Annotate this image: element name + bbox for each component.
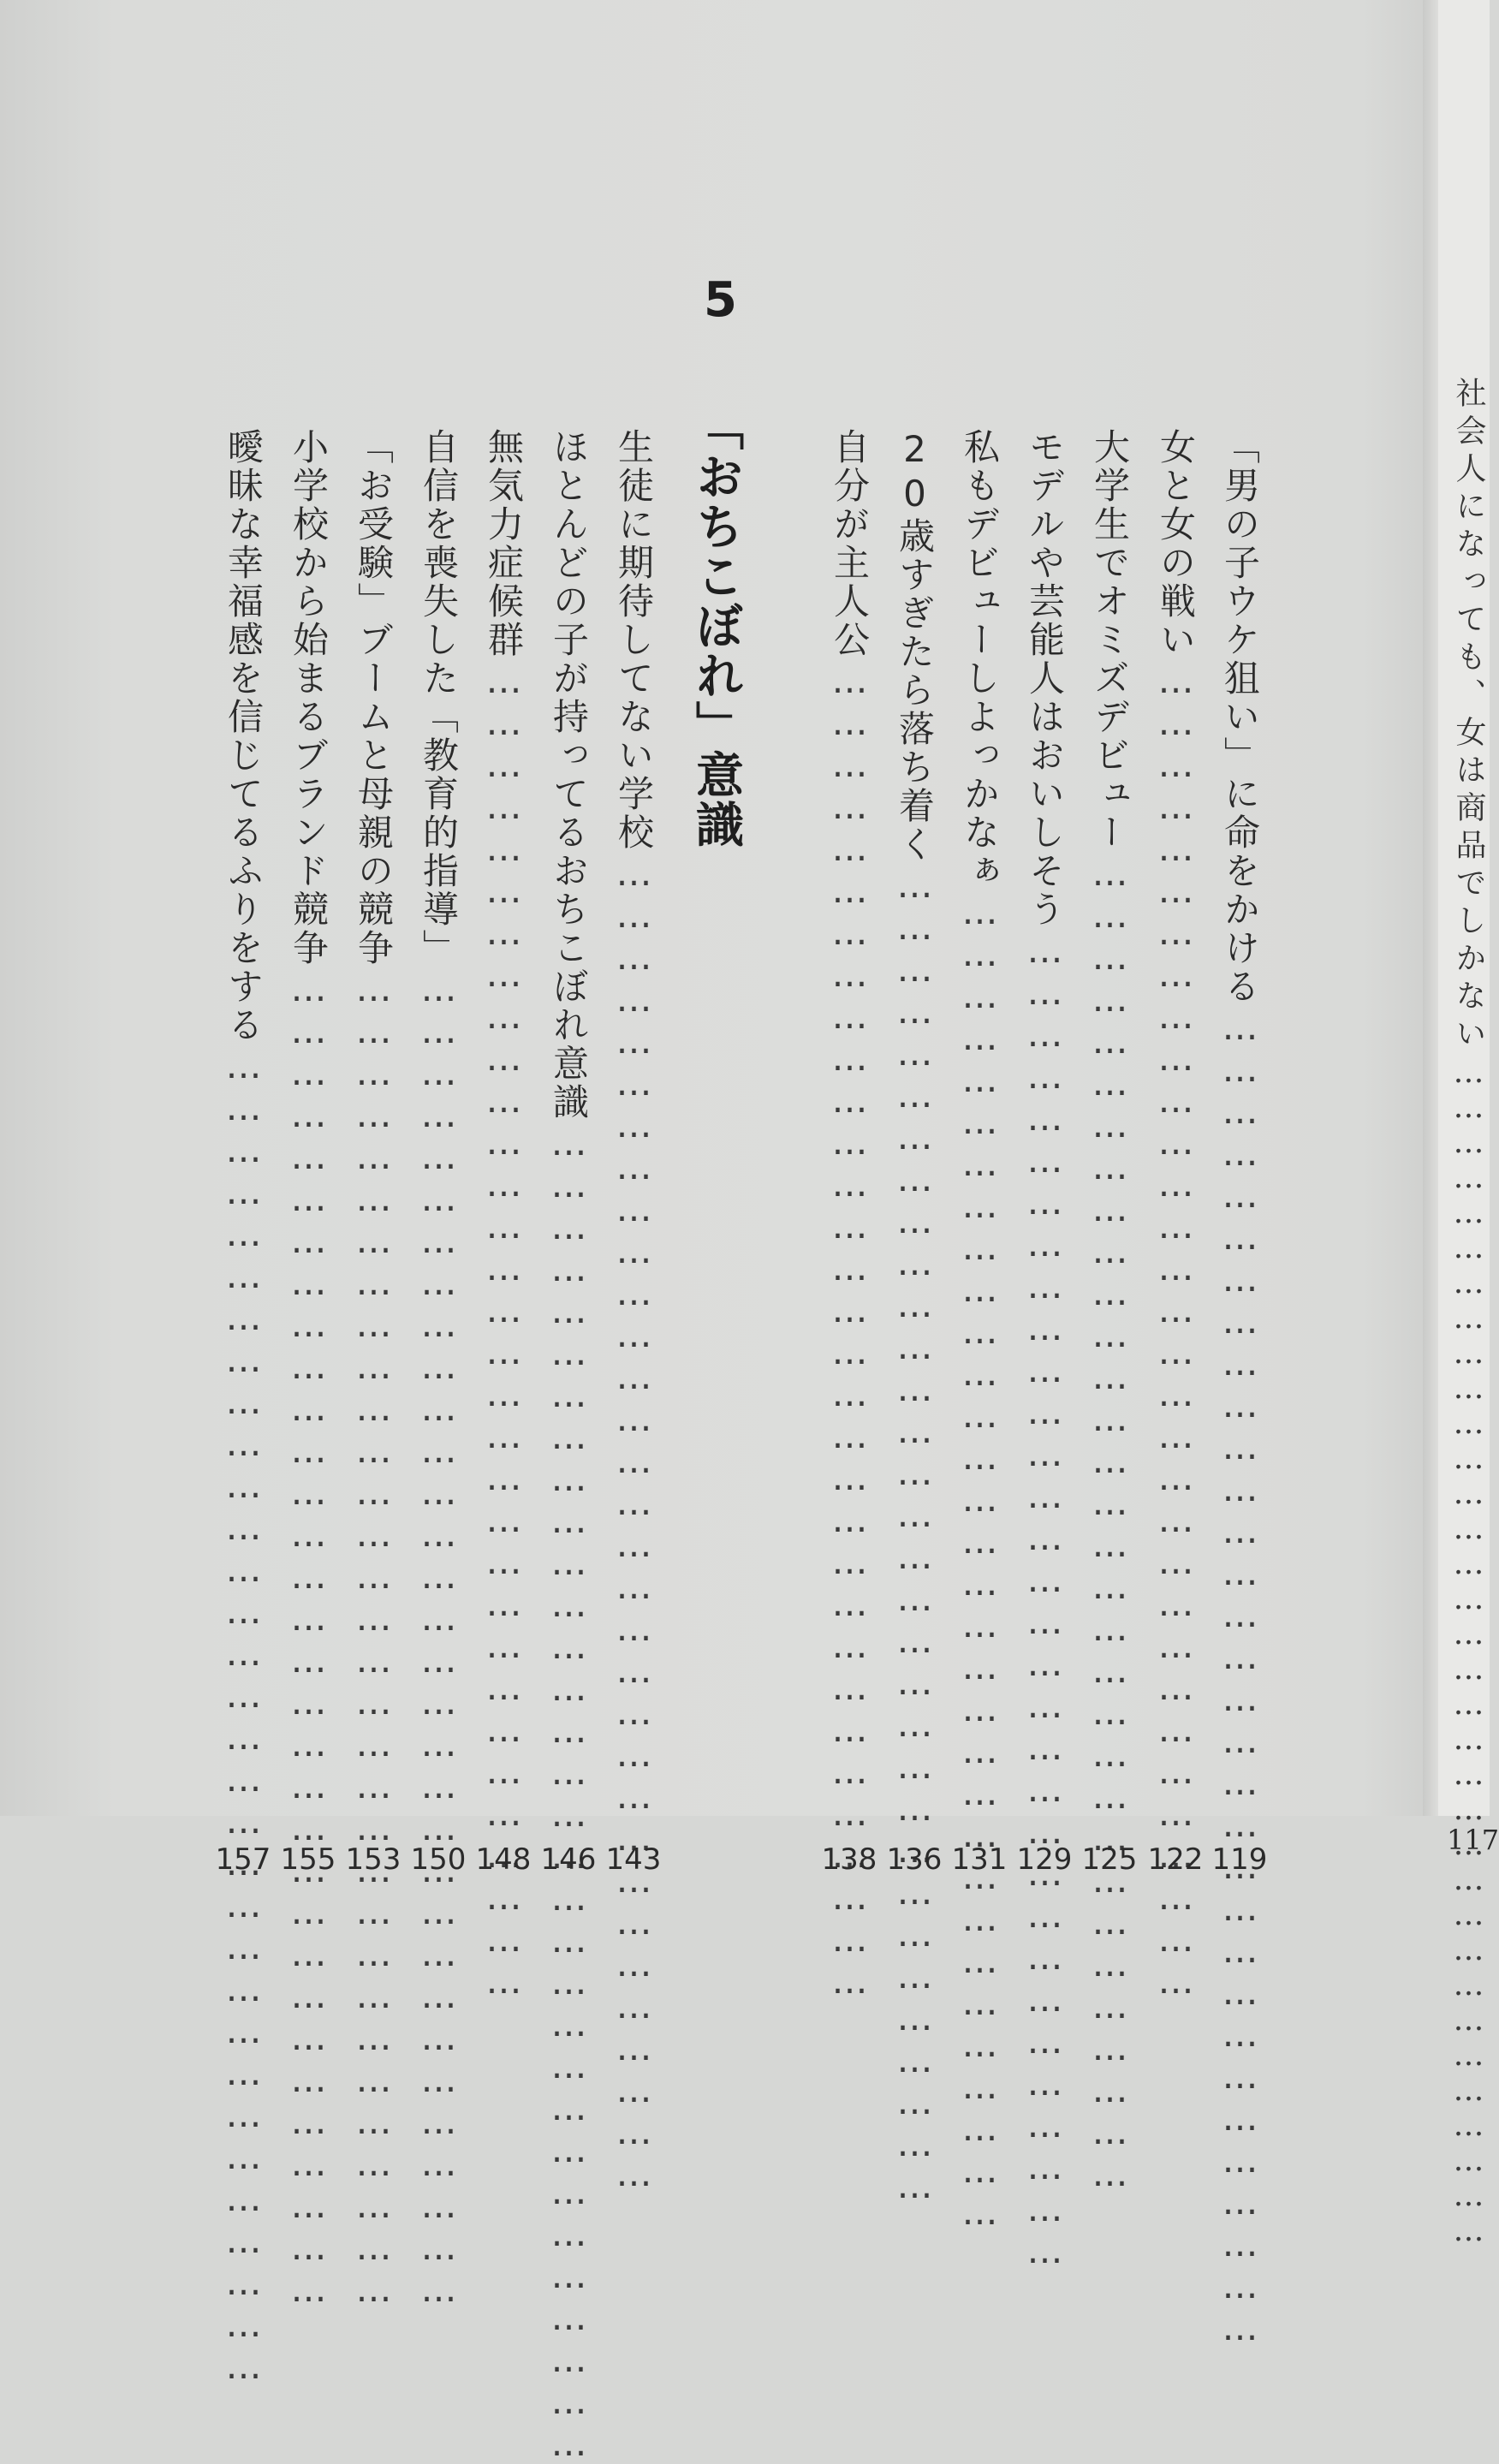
toc-entry-adjacent-page[interactable] [1447,377,1499,1856]
toc-entry-page: 136 [886,1842,943,1877]
toc-entry-title: 私もデビューしよっかなぁ …………………………………………………………………………………… [955,428,1003,1431]
toc-entry-title: 自分が主人公 …………………………………………………………………………………… [825,428,873,1431]
toc-entry-page: 125 [1081,1842,1138,1877]
toc-entry-title: 20歳すぎたら落ち着く …………………………………………………………………………………… [890,428,938,1431]
toc-entry-title: 無気力症候群 …………………………………………………………………………………… [479,428,527,1431]
toc-entry-title: 「男の子ウケ狙い」に命をかける …………………………………………………………………………………… [1216,428,1264,1431]
toc-entry-page: 157 [215,1842,271,1877]
toc-entry[interactable] [410,428,467,1877]
toc-entry[interactable] [1147,428,1204,1877]
toc-entry-title: ほとんどの子が持ってるおちこぼれ意識 …………………………………………………………………………………… [544,428,592,1431]
toc-entry[interactable] [215,428,271,1877]
toc-entry[interactable] [886,428,943,1877]
toc-entry-page: 119 [1211,1842,1268,1877]
toc-entry-title: 女と女の戦い …………………………………………………………………………………… [1151,428,1199,1431]
toc-entry[interactable] [605,428,662,1877]
toc-entry-page: 153 [345,1842,402,1877]
toc-entry-page: 143 [605,1842,662,1877]
toc-entry[interactable] [475,428,532,1877]
toc-entry[interactable] [280,428,336,1877]
toc-entry-page: 155 [280,1842,336,1877]
toc-entry[interactable] [951,428,1008,1877]
toc-entry[interactable] [1211,428,1268,1877]
toc-entry-page: 138 [821,1842,877,1877]
toc-entry-page: 129 [1016,1842,1073,1877]
toc-entry-page: 117 [1447,1824,1499,1856]
toc-entry-page: 148 [475,1842,532,1877]
toc-entry[interactable] [1081,428,1138,1877]
toc-entry-title: 自信を喪失した「教育的指導」 …………………………………………………………………………………… [414,428,462,1431]
toc-entry[interactable] [1016,428,1073,1877]
toc-entry-title: 「お受験」ブームと母親の競争 …………………………………………………………………………………… [349,428,397,1431]
toc-entry-title: 生徒に期待してない学校 …………………………………………………………………………………… [610,428,657,1431]
toc-entry-title: 社会人になっても、女は商品でしかない ………………………………………………………………………………………… [1447,377,1490,1468]
toc-entry-title: モデルや芸能人はおいしそう …………………………………………………………………………………… [1020,428,1068,1431]
toc-entry-title: 大学生でオミズデビュー …………………………………………………………………………………… [1086,428,1133,1431]
toc-entry-page: 150 [410,1842,467,1877]
toc-entry-title: 小学校から始まるブランド競争 …………………………………………………………………………………… [284,428,332,1431]
chapter-number: 5 [704,272,737,328]
toc-entry-page: 146 [540,1842,597,1877]
toc-entry-title: 曖昧な幸福感を信じてるふりをする …………………………………………………………………………………… [219,428,267,1431]
toc-entry[interactable] [540,428,597,1877]
toc-entry-page: 122 [1147,1842,1204,1877]
chapter-title: 「おちこぼれ」意識 [688,402,744,849]
toc-entry-page: 131 [951,1842,1008,1877]
toc-entry[interactable] [345,428,402,1877]
toc-entry[interactable] [821,428,877,1877]
